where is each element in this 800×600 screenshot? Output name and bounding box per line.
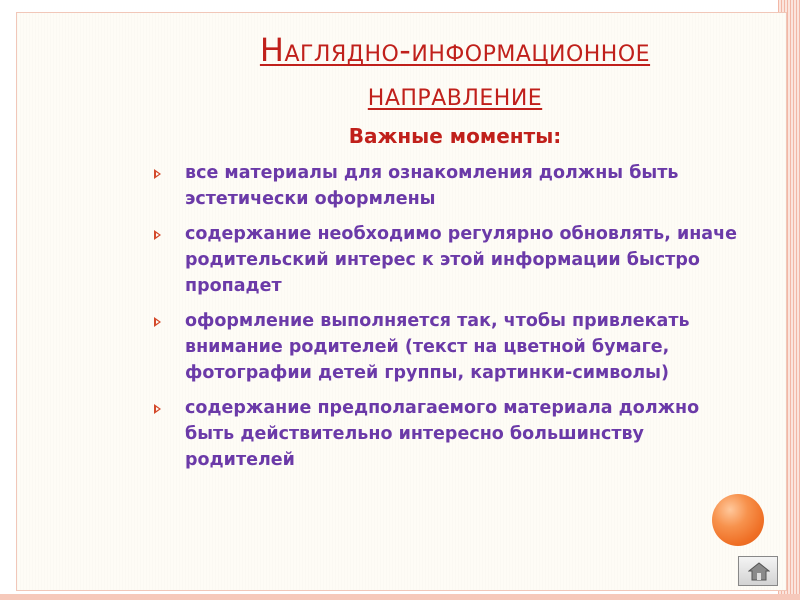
decorative-orange-orb xyxy=(712,494,764,546)
bullet-item xyxy=(154,160,754,212)
bullet-text: содержание предполагаемого материала должно быть действительно интересно большинству родителей xyxy=(185,398,700,470)
slide-title-line-1: Наглядно-информационное xyxy=(259,31,651,69)
bullet-item xyxy=(154,308,754,386)
bullet-text: оформление выполняется так, чтобы привлекать внимание родителей (текст на цветной бумаге, фотографии детей группы, картинки-символы) xyxy=(185,311,690,383)
triangle-bullet-icon xyxy=(154,317,161,327)
bullet-list xyxy=(154,160,754,482)
triangle-bullet-icon xyxy=(154,230,161,240)
home-icon xyxy=(748,562,770,581)
bullet-text: содержание необходимо регулярно обновлять, иначе родительский интерес к этой информации быстро пропадет xyxy=(185,224,738,296)
slide-title-line-2: направление xyxy=(367,75,543,113)
home-button[interactable] xyxy=(738,556,778,586)
decorative-frame-bottom xyxy=(0,594,800,600)
triangle-bullet-icon xyxy=(154,169,161,179)
triangle-bullet-icon xyxy=(154,404,161,414)
bullet-text: все материалы для ознакомления должны быть эстетически оформлены xyxy=(185,163,679,209)
bullet-item xyxy=(154,395,754,473)
slide-subtitle: Важные моменты: xyxy=(348,124,562,148)
bullet-item xyxy=(154,221,754,299)
slide-title xyxy=(150,28,760,116)
